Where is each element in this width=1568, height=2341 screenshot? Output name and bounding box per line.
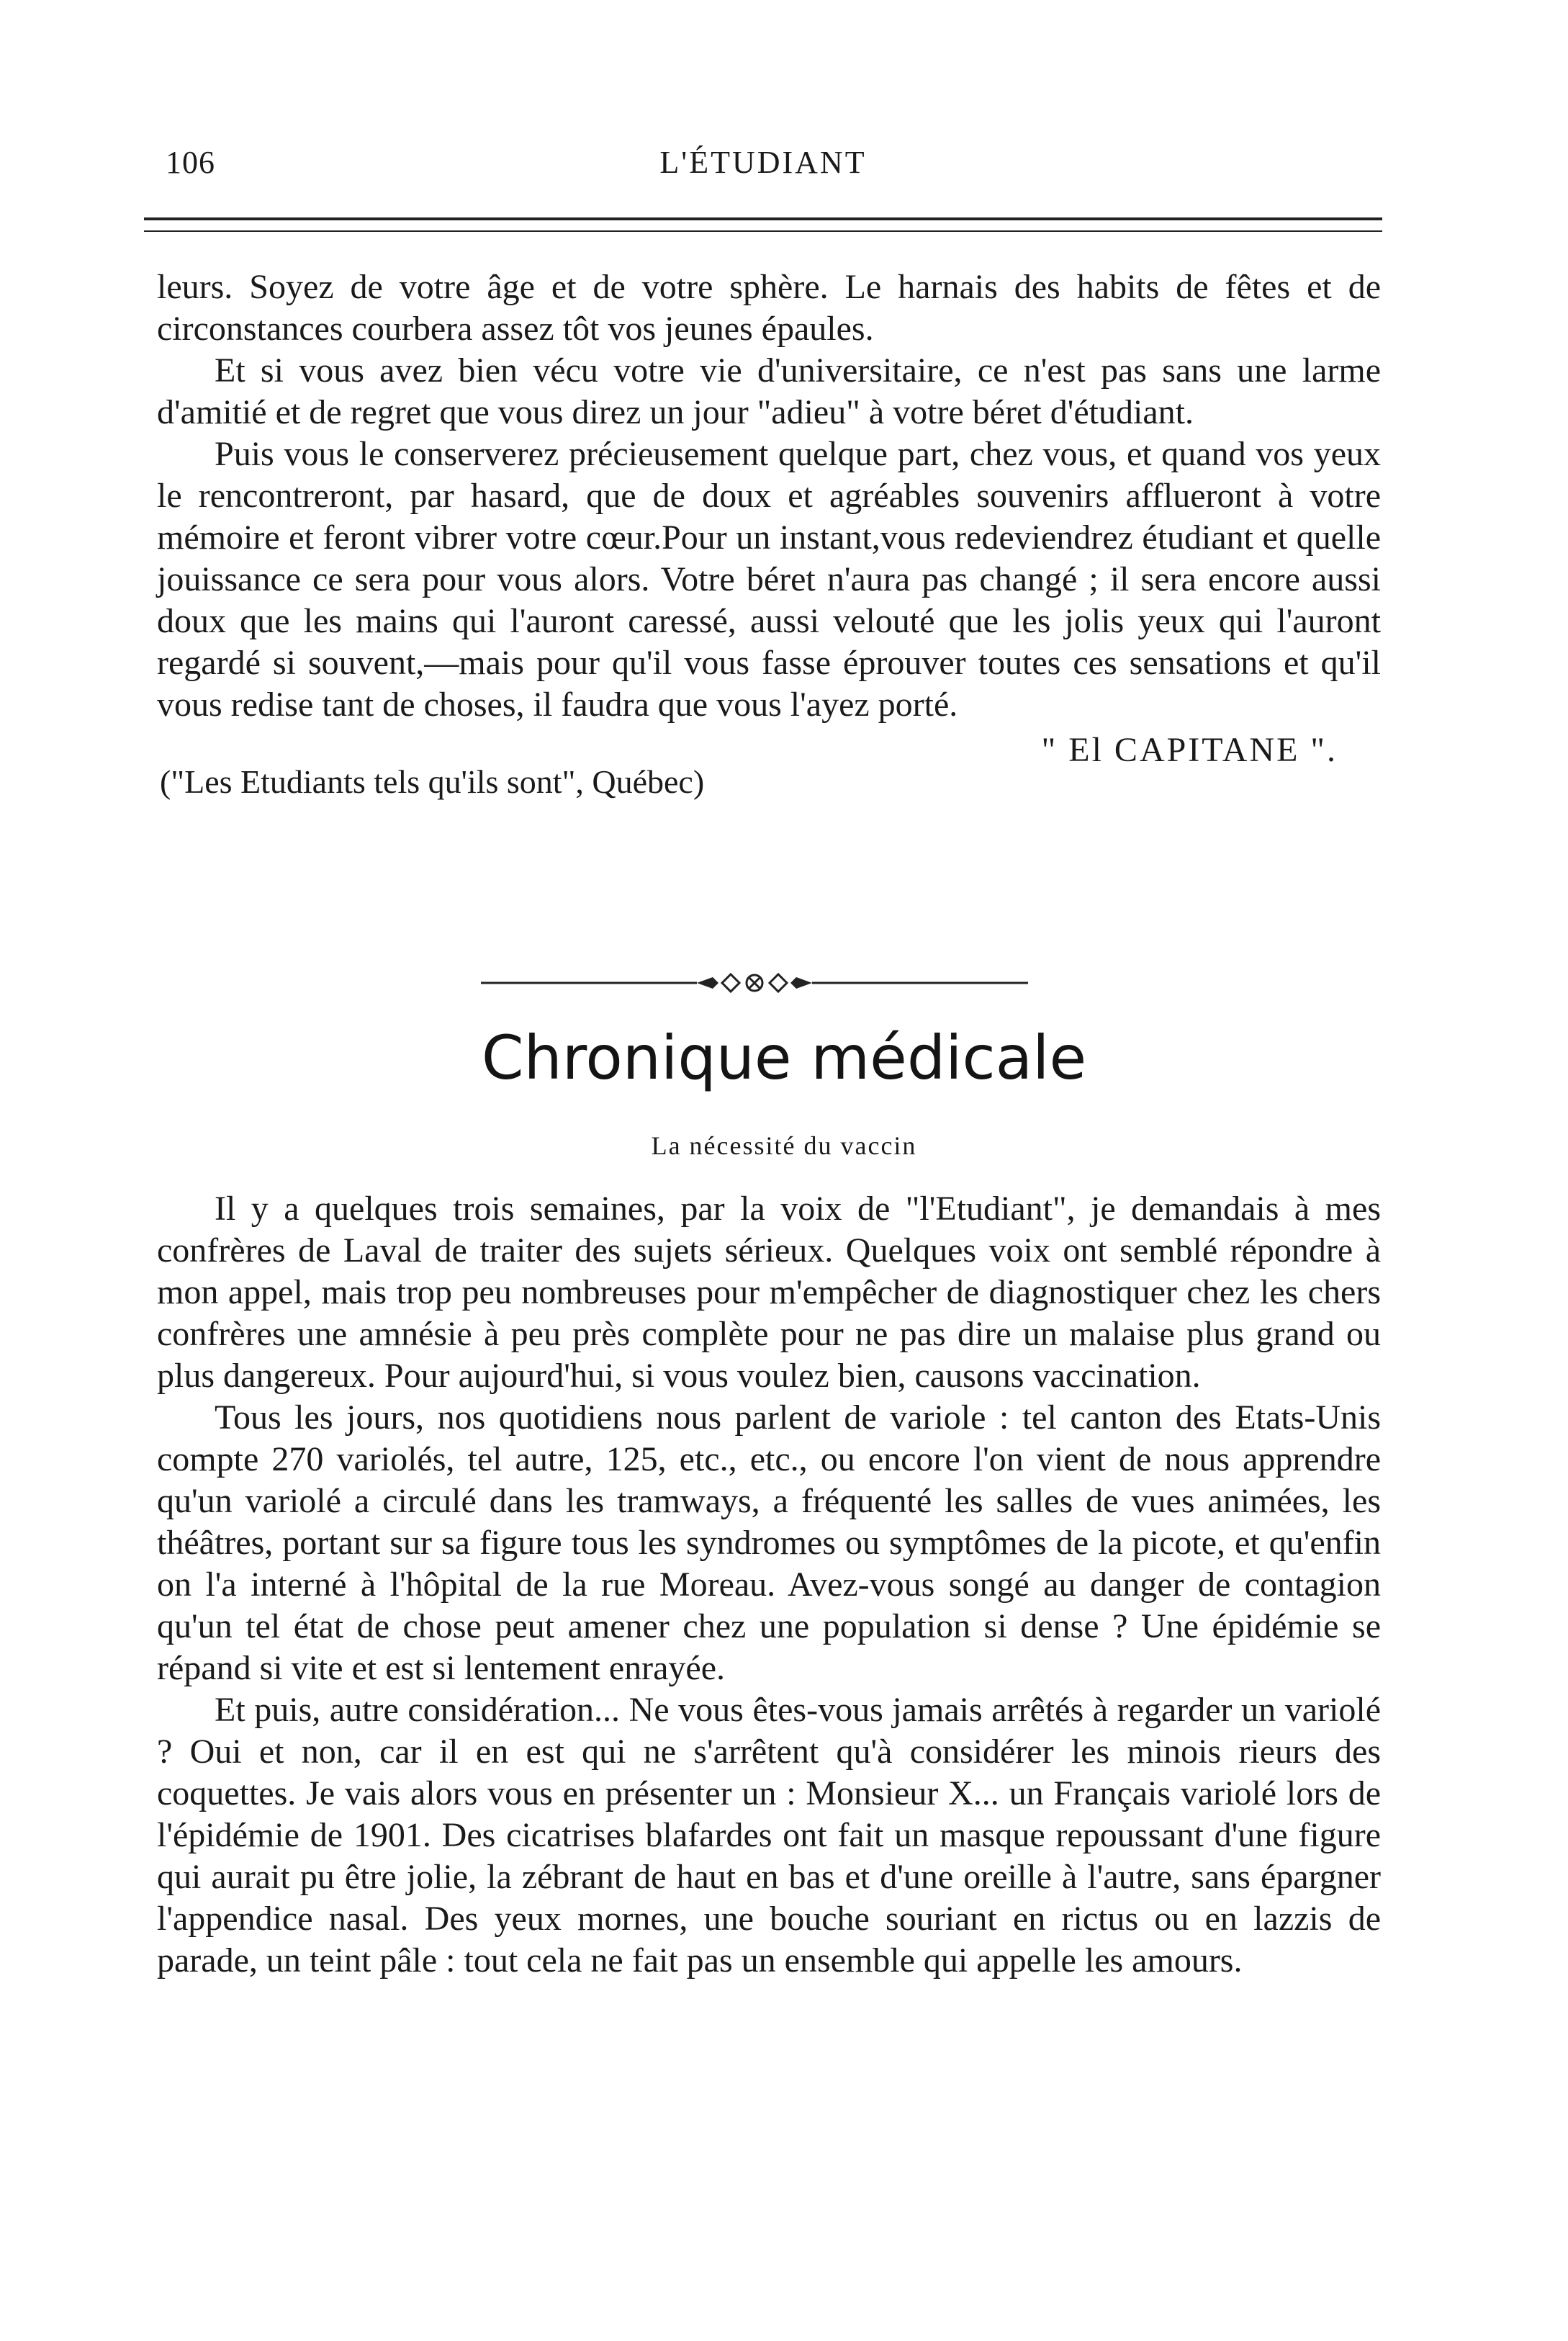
- section-paragraph: Il y a quelques trois semaines, par la voix de "l'Etudiant", je demandais à mes confrères de Laval de traiter des sujets sérieux. Quelques voix ont semblé répondre à mon appel, mais trop peu nombreuses pour m'empêcher de diagnostiquer chez les chers confrères une amnésie à peu près complète pour ne pas dire un malaise plus grand ou plus dangereux. Pour aujourd'hui, si vous voulez bien, causons vaccination.: [157, 1190, 1381, 1395]
- previous-article-paragraph: leurs. Soyez de votre âge et de votre sphère. Le harnais des habits de fêtes et de circonstances courbera assez tôt vos jeunes épaules.: [157, 268, 1381, 348]
- section-paragraph: Tous les jours, nos quotidiens nous parlent de variole : tel canton des Etats-Unis compte 270 variolés, tel autre, 125, etc., etc., ou encore l'on vient de nous apprendre qu'un variolé a circulé dans les tramways, a fréquenté les salles de vues animées, les théâtres, portant sur sa figure tous les syndromes ou symptômes de la picote, et qu'enfin on l'a interné à l'hôpital de la rue Moreau. Avez-vous songé au danger de contagion qu'un tel état de chose peut amener chez une population si dense ? Une épidémie se répand si vite et est si lentement enrayée.: [157, 1398, 1381, 1687]
- section-subtitle: La nécessité du vaccin: [651, 1131, 917, 1160]
- ornamental-divider: [481, 969, 1028, 997]
- running-title: L'ÉTUDIANT: [659, 145, 867, 180]
- page-header: [144, 144, 1382, 187]
- previous-article-paragraph: Et si vous avez bien vécu votre vie d'universitaire, ce n'est pas sans une larme d'amitié et de regret que vous direz un jour "adieu" à votre béret d'étudiant.: [157, 351, 1381, 431]
- previous-article: [157, 266, 1381, 801]
- author-signature: " El CAPITANE ".: [1041, 731, 1338, 769]
- section-title: Chronique médicale: [481, 1023, 1087, 1093]
- page-number: 106: [166, 145, 215, 180]
- header-rule-thick: [144, 217, 1382, 220]
- section-paragraph: Et puis, autre considération... Ne vous êtes-vous jamais arrêtés à regarder un variolé ? Oui et non, car il en est qui ne s'arrêtent qu'à considérer les minois rieurs des coquettes. Je vais alors vous en présenter un : Monsieur X... un Français variolé lors de l'épidémie de 1901. Des cicatrises blafardes ont fait un masque repoussant d'une figure qui aurait pu être jolie, la zébrant de haut en bas et d'une oreille à l'autre, sans épargner l'appendice nasal. Des yeux mornes, une bouche souriant en rictus ou en lazzis de parade, un teint pâle : tout cela ne fait pas un ensemble qui appelle les amours.: [157, 1691, 1381, 1980]
- article-source: ("Les Etudiants tels qu'ils sont", Québec): [160, 763, 705, 800]
- previous-article-paragraph: Puis vous le conserverez précieusement quelque part, chez vous, et quand vos yeux le rencontreront, par hasard, que de doux et agréables souvenirs afflueront à votre mémoire et feront vibrer votre cœur.Pour un instant,vous redeviendrez étudiant et quelle jouissance ce sera pour vous alors. Votre béret n'aura pas changé ; il sera encore aussi doux que les mains qui l'auront caressé, aussi velouté que les jolis yeux qui l'auront regardé si souvent,—mais pour qu'il vous fasse éprouver toutes ces sensations et qu'il vous redise tant de choses, il faudra que vous l'ayez porté.: [157, 435, 1381, 724]
- section-body: [157, 1188, 1381, 1982]
- header-rule-thin: [144, 230, 1382, 232]
